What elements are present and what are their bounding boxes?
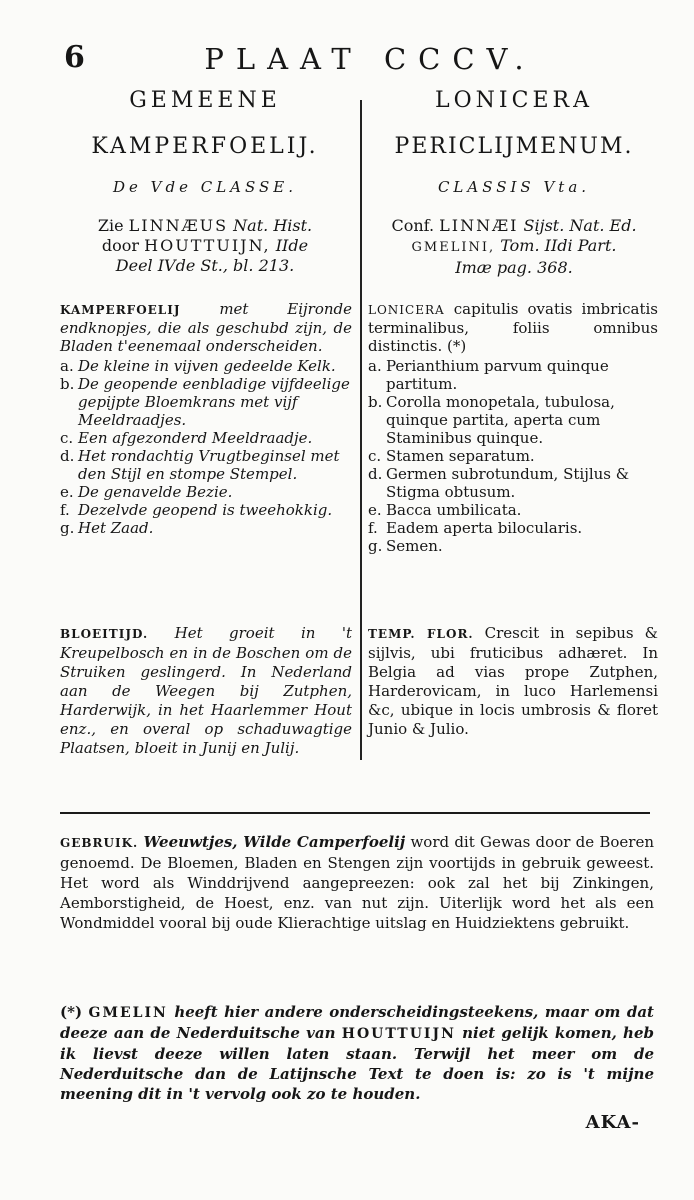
footnote (60, 1002, 654, 1104)
figure-text: Dezelvde geopend is tweehokkig. (78, 501, 333, 519)
figure-item (60, 519, 352, 537)
ref-part: Tom. IIdi Part. (500, 236, 617, 255)
figure-text: Het Zaad. (78, 519, 154, 537)
figure-item (368, 393, 658, 447)
left-description (60, 300, 352, 537)
footnote-author-2: HOUTTUIJN (341, 1026, 456, 1042)
ref-page: Imæ pag. 368. (455, 258, 573, 277)
ref-part: IIde (275, 236, 309, 255)
ref-word: Conf. (391, 216, 435, 235)
footnote-text-1: heeft hier andere onderscheidingsteekens, maar om dat deeze aan de Nederduitsche van (60, 1003, 654, 1042)
running-title: PLAAT CCCV. (204, 42, 536, 76)
figure-letter: b. (368, 393, 383, 411)
figure-item (368, 447, 658, 465)
page-header (60, 40, 620, 80)
ref-word: door (101, 236, 140, 255)
right-title-1: LONICERA (435, 88, 593, 113)
figure-letter: g. (60, 519, 75, 537)
right-figure-list (368, 357, 658, 555)
figure-letter: f. (368, 519, 378, 537)
figure-item (368, 357, 658, 393)
figure-letter: g. (368, 537, 383, 555)
ref-author: LINNÆUS (128, 216, 229, 235)
figure-text: Semen. (386, 537, 443, 555)
genus-lead: LONICERA (368, 303, 445, 317)
figure-letter: a. (60, 357, 74, 375)
figure-item (60, 483, 352, 501)
figure-text: Een afgezonderd Meeldraadje. (78, 429, 313, 447)
ref-work: Nat. Hist. (233, 216, 313, 235)
right-flowering (368, 624, 658, 739)
ref-word: Zie (97, 216, 124, 235)
figure-item (60, 447, 352, 483)
usage-paragraph (60, 832, 654, 933)
figure-text: De geopende eenbladige vijfdeelige gepijpte Bloemkrans met vijf Meeldraadjes. (78, 375, 350, 429)
figure-text: De kleine in vijven gedeelde Kelk. (78, 357, 336, 375)
footnote-mark: (*) (60, 1003, 83, 1021)
ref-work: Sijst. Nat. Ed. (523, 216, 637, 235)
figure-item (60, 429, 352, 447)
figure-text: Stamen separatum. (386, 447, 535, 465)
flowering-lead: TEMP. FLOR. (368, 627, 474, 641)
right-description (368, 300, 658, 555)
figure-item (60, 375, 352, 429)
left-reference (60, 216, 350, 276)
figure-letter: d. (368, 465, 383, 483)
ref-editor: GMELINI, (411, 240, 496, 255)
figure-letter: c. (368, 447, 382, 465)
right-title-2: PERICLIJMENUM. (394, 134, 634, 159)
ref-translator: HOUTTUIJN, (144, 236, 271, 255)
figure-item (60, 501, 352, 519)
figure-text: Perianthium parvum quinque partitum. (386, 357, 609, 393)
figure-text: Het rondachtig Vrugtbeginsel met den Stijl en stompe Stempel. (78, 447, 340, 483)
flowering-lead: BLOEITIJD. (60, 627, 149, 641)
figure-letter: e. (368, 501, 382, 519)
flowering-text: Crescit in sepibus & sijlvis, ubi fruticibus adhæret. In Belgia ad vias prope Zutphen, Harderovicam, in luco Harlemensi &c, ubique in locis umbrosis & floret Junio & Julio. (368, 624, 658, 738)
flowering-text: Het groeit in 't Kreupelbosch en in de Boschen om de Struiken geslingerd. In Nederland aan de Weegen bij Zutphen, Harderwijk, in het Haarlemmer Hout enz., en overal op schaduwagtige Plaatsen, bloeit in Junij en Julij. (60, 624, 352, 757)
figure-item (368, 519, 658, 537)
right-classis: CLASSIS Vta. (437, 178, 591, 196)
figure-text: Eadem aperta bilocularis. (386, 519, 583, 537)
figure-letter: a. (368, 357, 382, 375)
figure-item (60, 357, 352, 375)
left-classe: De Vde CLASSE. (112, 178, 298, 196)
figure-letter: b. (60, 375, 75, 393)
right-reference (372, 216, 656, 278)
left-title-2: KAMPERFOELIJ. (91, 134, 319, 159)
left-title-1: GEMEENE (129, 88, 281, 113)
figure-text: De genavelde Bezie. (78, 483, 233, 501)
genus-diagnosis: capitulis ovatis imbricatis terminalibus, foliis omnibus distinctis. (*) (368, 300, 658, 355)
footnote-author: GMELIN (88, 1005, 168, 1021)
figure-item (368, 537, 658, 555)
genus-diagnosis: met Eijronde endknopjes, die als geschubd zijn, de Bladen t'eenemaal onderscheiden. (60, 300, 352, 355)
horizontal-rule (60, 812, 650, 814)
figure-letter: c. (60, 429, 74, 447)
column-divider (360, 100, 362, 760)
usage-lead: GEBRUIK. (60, 836, 139, 850)
figure-letter: e. (60, 483, 74, 501)
figure-letter: f. (60, 501, 70, 519)
usage-text: word dit Gewas door de Boeren genoemd. De Bloemen, Bladen en Stengen zijn voortijds in gebruik geweest. Het word als Winddrijvend aangepreezen: ook zal het bij Zinkingen, Aemborstigheid, de Hoest, enz. van nut zijn. Uiterlijk word het als een Wondmiddel vooral bij oude Klierachtige uitslag en Huidziektens gebruikt. (60, 833, 654, 932)
footnote-text-2: niet gelijk komen, heb ik lievst deeze willen laten staan. Terwijl het meer om de Nederduitsche dan de Latijnsche Text te doen is: zo is 't mijne meening dit in 't vervolg ook zo te houden. (60, 1024, 654, 1103)
catchword: AKA- (585, 1112, 640, 1133)
figure-text: Corolla monopetala, tubulosa, quinque partita, aperta cum Staminibus quinque. (386, 393, 615, 447)
page-number: 6 (64, 40, 85, 75)
left-flowering (60, 624, 352, 758)
genus-lead: KAMPERFOELIJ (60, 303, 181, 317)
figure-letter: d. (60, 447, 75, 465)
left-figure-list (60, 357, 352, 537)
figure-item (368, 501, 658, 519)
ref-volume: Deel IVde St., bl. 213. (115, 256, 295, 275)
figure-item (368, 465, 658, 501)
figure-text: Germen subrotundum, Stijlus & Stigma obtusum. (386, 465, 630, 501)
figure-text: Bacca umbilicata. (386, 501, 522, 519)
ref-author: LINNÆI (439, 216, 519, 235)
usage-common-names: Weeuwtjes, Wilde Camperfoelij (143, 833, 406, 851)
